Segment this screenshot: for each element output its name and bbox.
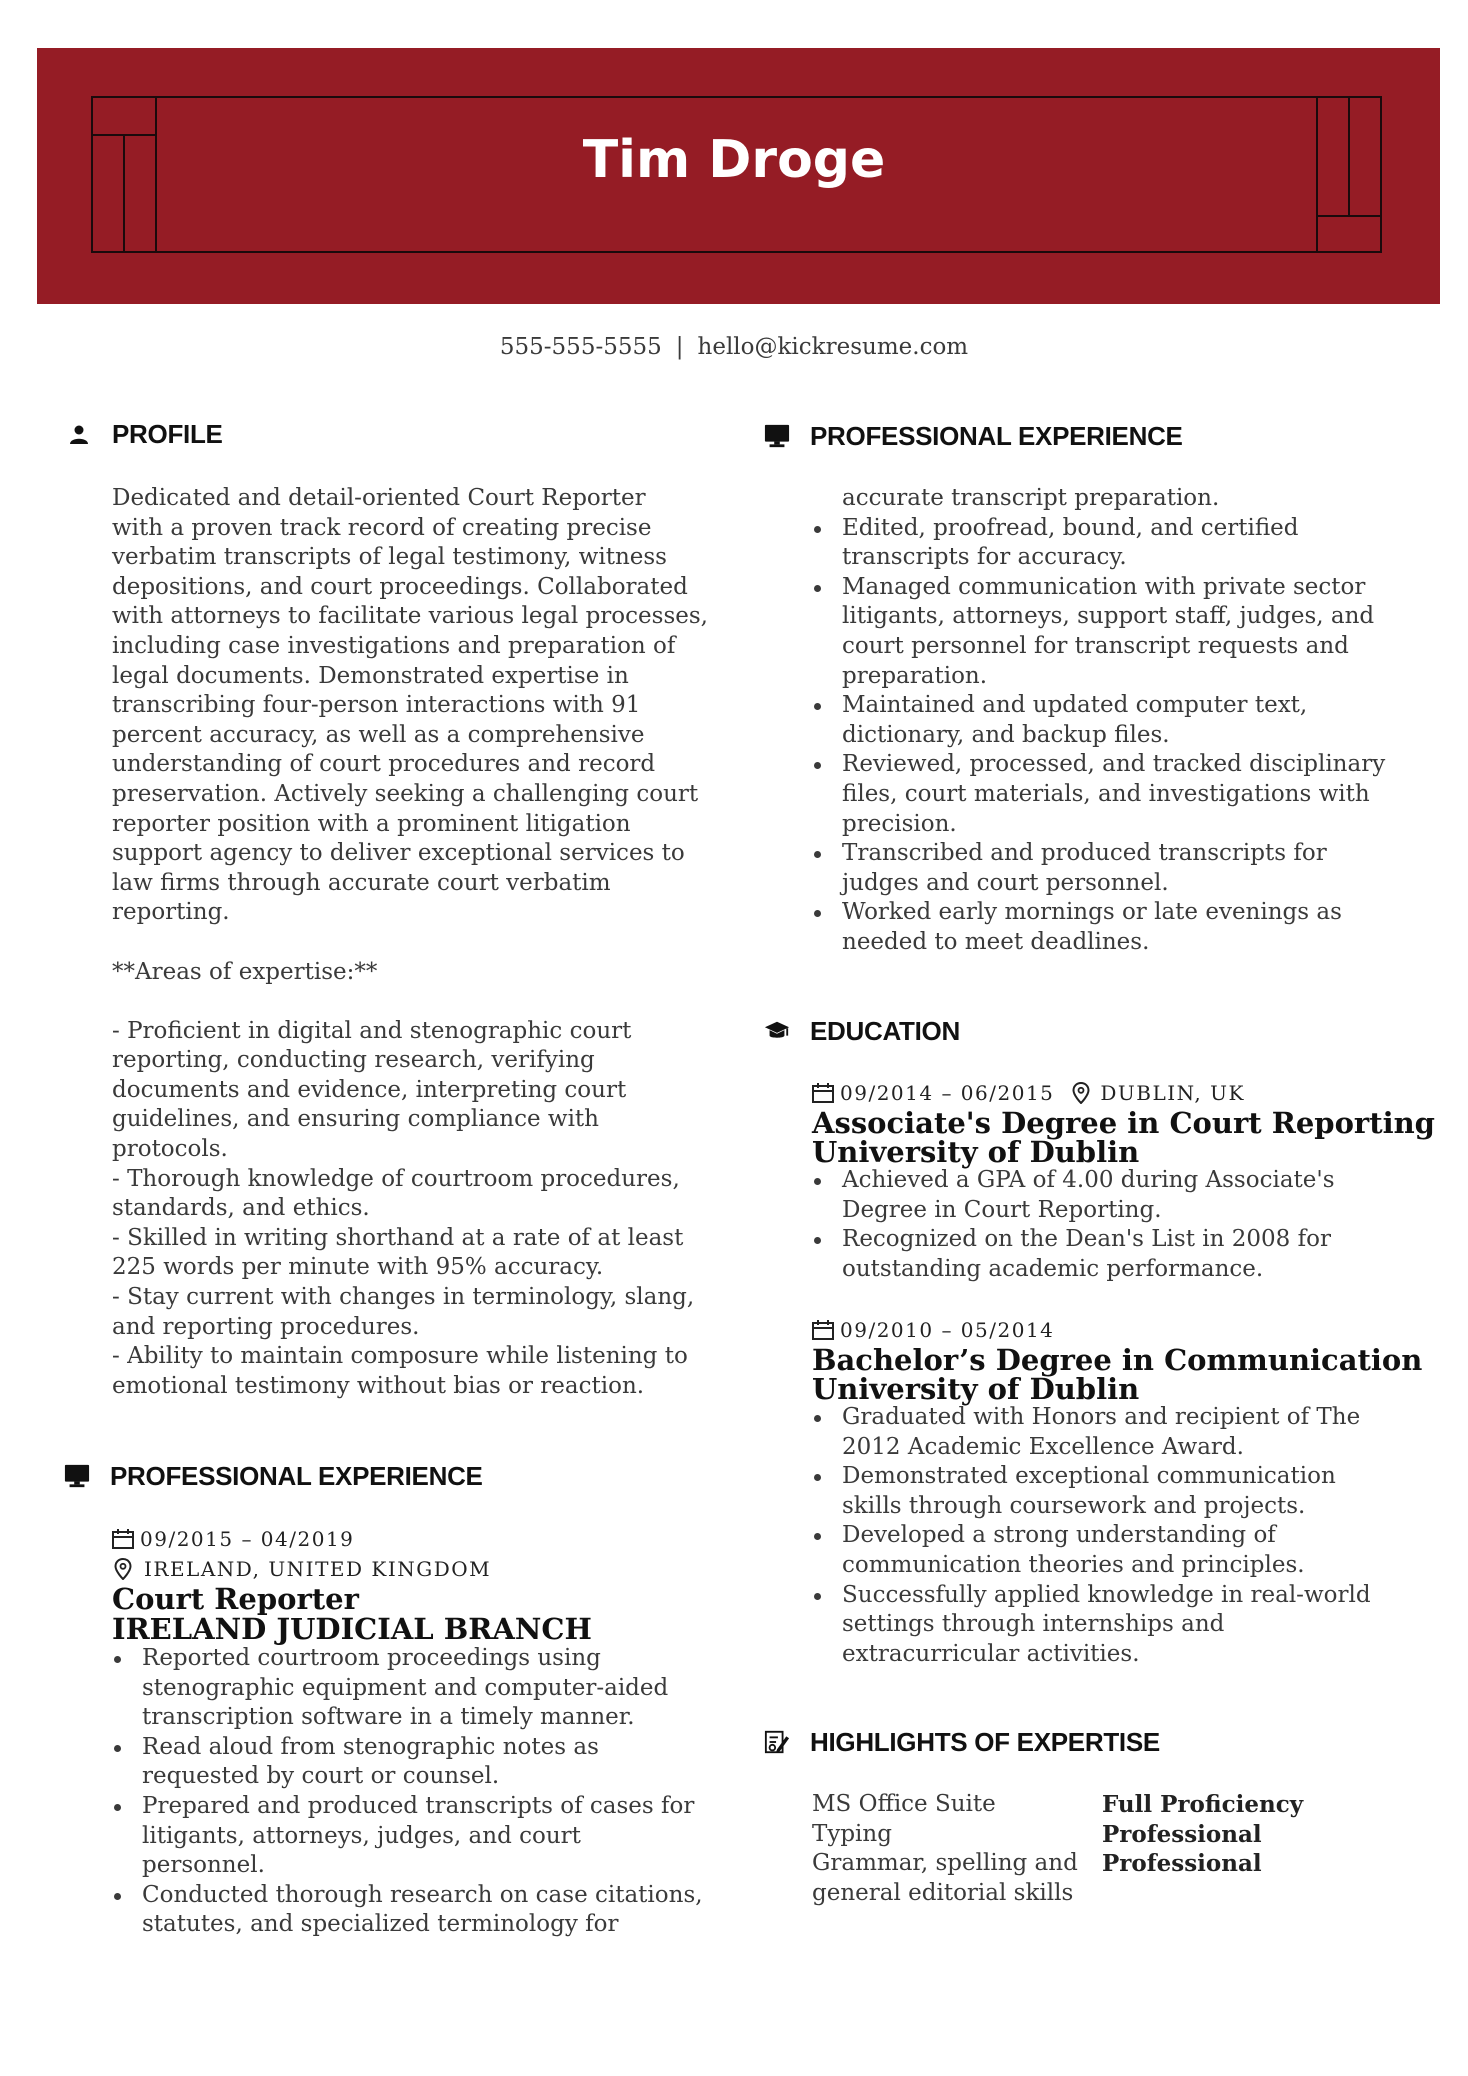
list-item: Read aloud from stenographic notes as requested by court or counsel. (112, 1733, 712, 1792)
monitor-icon (64, 1463, 90, 1489)
list-item: Edited, proofread, bound, and certified transcripts for accuracy. (812, 514, 1412, 573)
education-school: University of Dublin (812, 1372, 1140, 1406)
job-title: Court Reporter (112, 1582, 359, 1616)
monitor-icon (764, 423, 790, 449)
experience-heading-continued: PROFESSIONAL EXPERIENCE (764, 420, 1183, 452)
person-icon (66, 421, 92, 447)
skill-name: MS Office Suite (812, 1791, 996, 1817)
education-degree: Bachelor’s Degree in Communication (812, 1343, 1423, 1377)
education-heading: EDUCATION (764, 1015, 960, 1047)
map-pin-icon (1072, 1082, 1090, 1104)
skill-name: Grammar, spelling and general editorial skills (812, 1850, 1078, 1906)
skill-name: Typing (812, 1820, 892, 1847)
education-bullets (812, 1166, 1412, 1284)
job-bullets-right (812, 484, 1412, 958)
list-item: Recognized on the Dean's List in 2008 for outstanding academic performance. (812, 1225, 1412, 1284)
experience-heading: PROFESSIONAL EXPERIENCE (64, 1460, 483, 1492)
highlights-heading: HIGHLIGHTS OF EXPERTISE (764, 1726, 1160, 1758)
list-item: Transcribed and produced transcripts for judges and court personnel. (812, 839, 1412, 898)
job-location: IRELAND, UNITED KINGDOM (114, 1557, 491, 1581)
list-item: Reported courtroom proceedings using stenographic equipment and computer-aided transcription software in a timely manner. (112, 1644, 712, 1733)
calendar-icon (812, 1083, 834, 1103)
map-pin-icon (114, 1558, 132, 1580)
list-item: Maintained and updated computer text, dictionary, and backup files. (812, 691, 1412, 750)
skills-table (812, 1790, 1303, 1908)
education-dates: 09/2014 – 06/2015 DUBLIN, UK (812, 1081, 1245, 1105)
skill-level: Professional (1102, 1850, 1262, 1878)
profile-text: Dedicated and detail-oriented Court Reporter with a proven track record of creating precise verbatim transcripts of legal testimony, witness depositions, and court proceedings. Collaborated with attorneys to facilitate various legal processes, including case investigations and preparation of legal documents. Demonstrated expertise in transcribing four-person interactions with 91 percent accuracy, as well as a comprehensive understanding of court procedures and record preservation. Actively seeking a challenging court reporter position with a prominent litigation support agency to deliver exceptional services to law firms through accurate court verbatim reporting. **Areas of expertise:** - Proficient in digital and stenographic court reporting, conducting research, verifying documents and evidence, interpreting court guidelines, and ensuring compliance with protocols. - Thorough knowledge of courtroom procedures, standards, and ethics. - Skilled in writing shorthand at a rate of at least 225 words per minute with 95% accuracy. - Stay current with changes in terminology, slang, and reporting procedures. - Ability to maintain composure while listening to emotional testimony without bias or reaction. (112, 485, 708, 1399)
contact-line (0, 334, 1468, 360)
calendar-icon (112, 1529, 134, 1549)
graduation-cap-icon (764, 1018, 790, 1044)
phone: 555-555-5555 (499, 334, 662, 360)
list-item: accurate transcript preparation. (842, 485, 1220, 511)
profile-heading: PROFILE (66, 418, 223, 450)
education-dates: 09/2010 – 05/2014 (812, 1318, 1054, 1342)
job-dates: 09/2015 – 04/2019 (112, 1527, 354, 1551)
skill-row (812, 1820, 1303, 1850)
contact-separator: | (675, 334, 684, 360)
email: hello@kickresume.com (697, 334, 969, 360)
list-item: Graduated with Honors and recipient of The 2012 Academic Excellence Award. (812, 1403, 1412, 1462)
skill-level: Professional (1102, 1820, 1262, 1848)
skill-level: Full Proficiency (1102, 1791, 1304, 1818)
list-item: Demonstrated exceptional communication skills through coursework and projects. (812, 1462, 1412, 1521)
candidate-name: Tim Droge (582, 130, 886, 190)
education-degree: Associate's Degree in Court Reporting (812, 1106, 1435, 1140)
skill-row (812, 1790, 1303, 1820)
list-item: Successfully applied knowledge in real-world settings through internships and extracurricular activities. (812, 1581, 1412, 1670)
list-item: Conducted thorough research on case citations, statutes, and specialized terminology for (112, 1881, 712, 1940)
skill-row (812, 1849, 1303, 1908)
certificate-edit-icon (764, 1729, 790, 1755)
list-item: Developed a strong understanding of communication theories and principles. (812, 1521, 1412, 1580)
calendar-icon (812, 1320, 834, 1340)
list-item: Reviewed, processed, and tracked disciplinary files, court materials, and investigations with precision. (812, 750, 1412, 839)
list-item: Prepared and produced transcripts of cases for litigants, attorneys, judges, and court personnel. (112, 1792, 712, 1881)
list-item: Worked early mornings or late evenings as needed to meet deadlines. (812, 898, 1412, 957)
list-item: Managed communication with private sector litigants, attorneys, support staff, judges, and court personnel for transcript requests and preparation. (812, 573, 1412, 691)
education-school: University of Dublin (812, 1135, 1140, 1169)
job-bullets-left (112, 1644, 712, 1940)
education-bullets (812, 1403, 1412, 1669)
list-item: Achieved a GPA of 4.00 during Associate's Degree in Court Reporting. (812, 1166, 1412, 1225)
job-employer: IRELAND JUDICIAL BRANCH (112, 1612, 592, 1646)
